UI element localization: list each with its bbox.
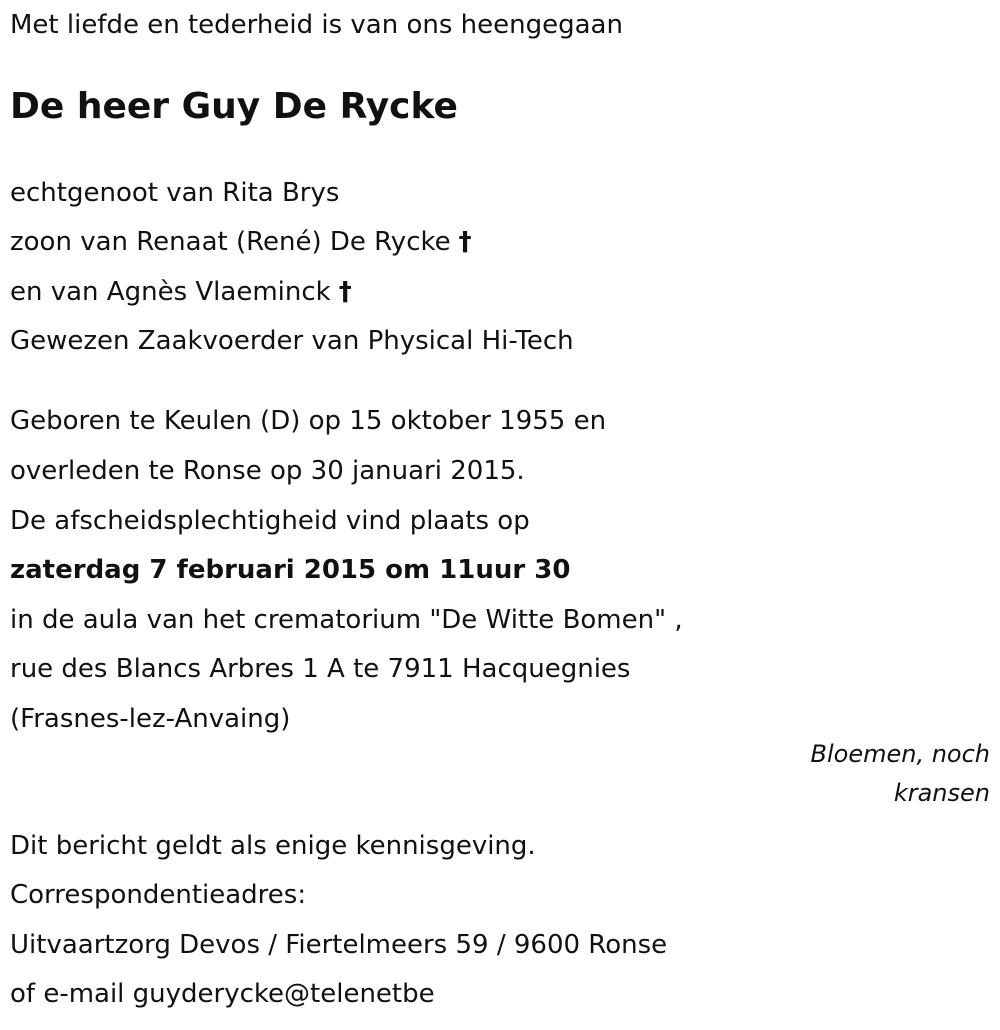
relation-father xyxy=(10,226,472,258)
flowers-note-line: Bloemen, noch xyxy=(810,740,990,768)
flowers-note-line: kransen xyxy=(893,779,990,807)
ceremony-venue: in de aula van het crematorium "De Witte Bomen" , xyxy=(10,605,683,635)
ceremony-datetime: zaterdag 7 februari 2015 om 11uur 30 xyxy=(10,555,571,585)
cross-icon: † xyxy=(458,227,472,257)
relation-mother xyxy=(10,276,352,308)
deceased-name-title: De heer Guy De Rycke xyxy=(10,86,458,127)
relation-text: Gewezen Zaakvoerder van Physical Hi-Tech xyxy=(10,326,574,356)
ceremony-intro: De afscheidsplechtigheid vind plaats op xyxy=(10,506,530,536)
intro-text: Met liefde en tederheid is van ons heengegaan xyxy=(10,10,623,40)
relation-text: zoon van Renaat (René) De Rycke xyxy=(10,227,451,257)
former-occupation xyxy=(10,325,574,357)
correspondence-label: Correspondentieadres: xyxy=(10,880,307,910)
relation-spouse xyxy=(10,177,339,209)
cross-icon: † xyxy=(338,277,352,307)
relation-text: en van Agnès Vlaeminck xyxy=(10,277,331,307)
notice-text: Dit bericht geldt als enige kennisgeving. xyxy=(10,831,536,861)
email-line: of e-mail guyderycke@telenetbe xyxy=(10,979,435,1009)
relation-text: echtgenoot van Rita Brys xyxy=(10,178,340,208)
death-line: overleden te Ronse op 30 januari 2015. xyxy=(10,456,525,486)
birth-line: Geboren te Keulen (D) op 15 oktober 1955 en xyxy=(10,406,607,436)
venue-region: (Frasnes-lez-Anvaing) xyxy=(10,704,291,734)
correspondence-address: Uitvaartzorg Devos / Fiertelmeers 59 / 9600 Ronse xyxy=(10,930,668,960)
venue-address: rue des Blancs Arbres 1 A te 7911 Hacquegnies xyxy=(10,654,631,684)
flowers-note xyxy=(730,735,990,813)
